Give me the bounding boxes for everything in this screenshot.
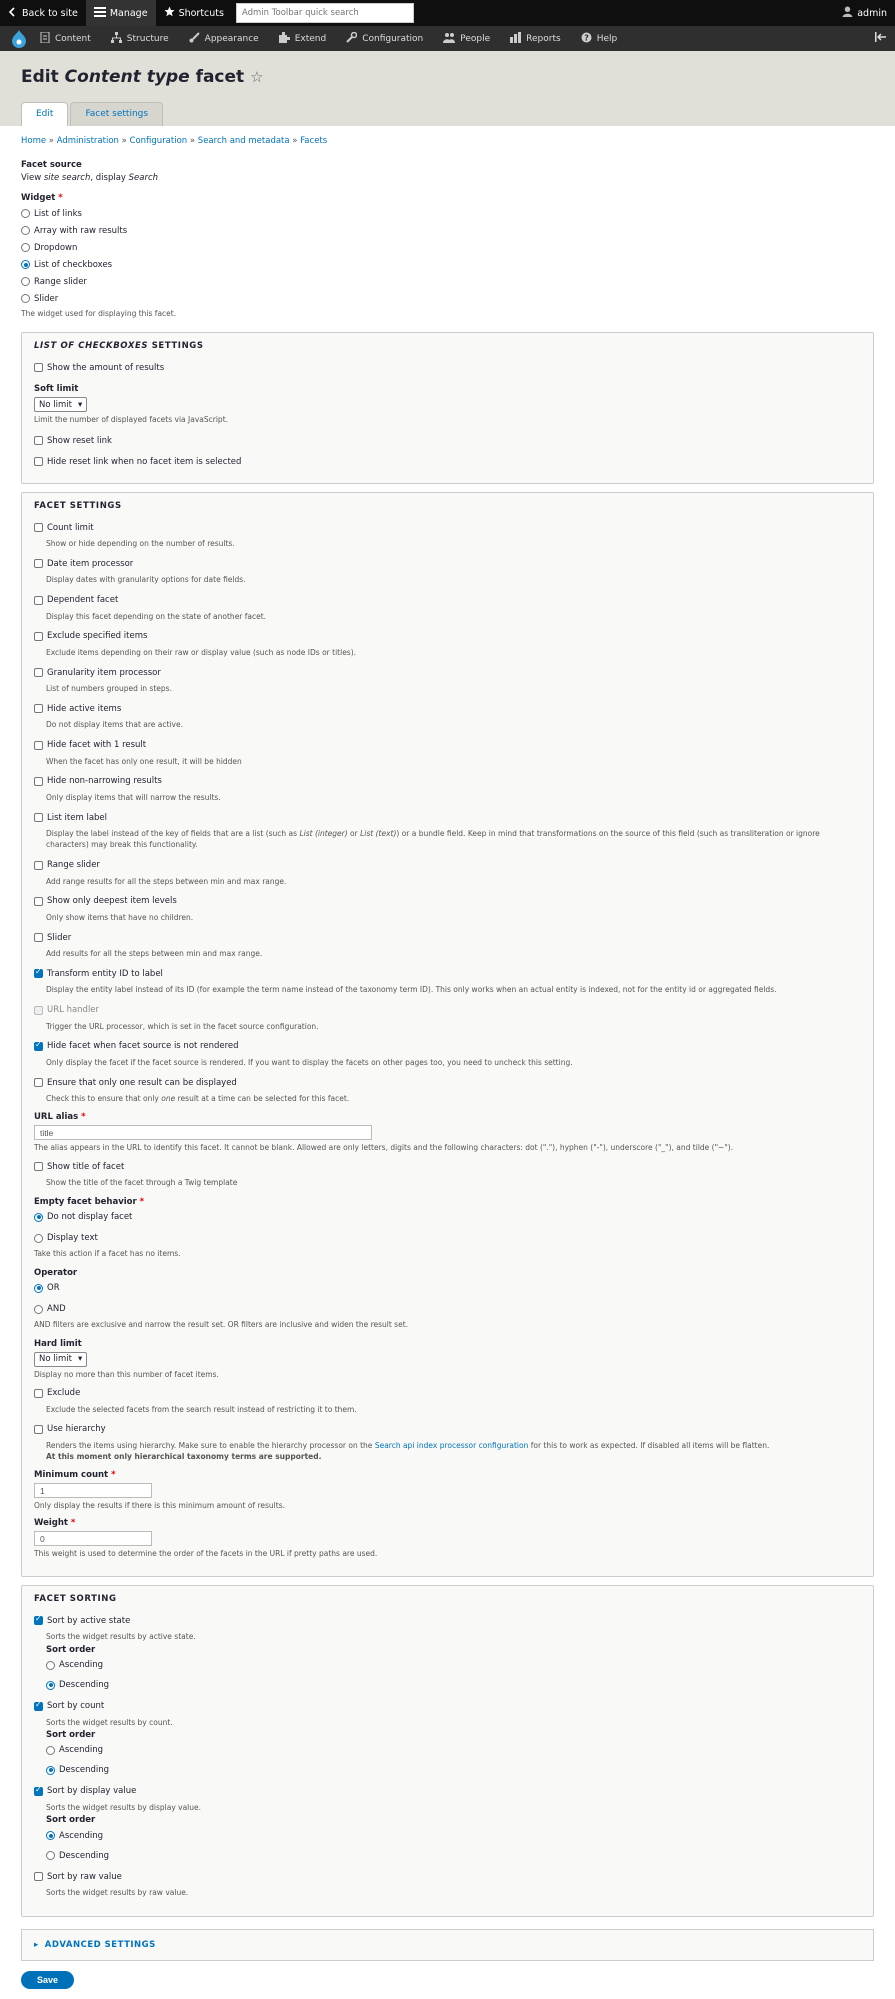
triangle-right-icon: ▸ [34,1940,39,1951]
widget-option-range-slider[interactable]: Range slider [21,275,874,288]
tab-facet-settings[interactable]: Facet settings [70,102,163,126]
soft-limit-description: Limit the number of displayed facets via JavaScript. [34,415,229,424]
processor-url-handler [34,1004,861,1032]
exclude-description: Exclude the selected facets from the search result instead of restricting it to them. [46,1404,357,1414]
sort-order-label: Sort order [46,1729,96,1740]
widget-option-list-of-checkboxes[interactable]: List of checkboxes [21,258,874,271]
sort-order-descending[interactable]: Descending [46,1764,861,1777]
processor-hide-active-items [34,702,861,730]
tab-edit[interactable]: Edit [21,102,68,126]
facet-sorting-title: FACET SORTING [34,1594,117,1605]
collapse-tray-icon[interactable] [875,32,895,45]
processor-date-item-processor [34,557,861,585]
show-title-setting [34,1160,861,1188]
sort-order-label: Sort order [46,1644,96,1655]
hide-facet-when-facet-source-is-not-rendered-checkbox[interactable]: ✓ Hide facet when facet source is not rendered [34,1040,861,1053]
range-slider-checkbox[interactable]: Range slider [34,859,861,872]
page-title: Edit Content type facet ☆ [21,67,264,87]
soft-limit-label: Soft limit [34,384,79,394]
hide-facet-with-1-result-description: When the facet has only one result, it will be hidden [46,756,242,766]
main-content [0,126,895,1999]
empty-behavior-description: Take this action if a facet has no items. [34,1248,181,1258]
weight-label: Weight * [34,1518,76,1529]
menu-icon [94,7,106,20]
arrow-left-icon [8,7,18,20]
puzzle-icon [279,32,290,46]
breadcrumb-facets[interactable]: Facets [300,136,328,146]
shortcut-star-icon[interactable]: ☆ [250,68,264,86]
processor-range-slider [34,859,861,887]
show-only-deepest-item-levels-description: Only show items that have no children. [46,912,194,922]
processor-config-link[interactable]: Search api index processor configuration [374,1440,529,1450]
widget-option-slider[interactable]: Slider [21,292,874,305]
weight-input[interactable] [34,1531,152,1546]
sort-order-ascending[interactable]: Ascending [46,1659,861,1672]
drupal-logo-icon[interactable] [8,26,30,51]
hide-non-narrowing-results-description: Only display items that will narrow the results. [46,792,221,802]
date-item-processor-description: Display dates with granularity options for date fields. [46,575,246,585]
soft-limit-select[interactable]: No limit ▾ [34,397,87,412]
chevron-down-icon: ▾ [77,399,83,410]
sort-by-count-description: Sorts the widget results by count. [46,1717,173,1727]
breadcrumb-home[interactable]: Home [21,136,47,146]
admin-toolbar [0,0,895,26]
back-to-site-link[interactable]: Back to site [0,0,86,26]
operator-or[interactable]: OR [34,1282,861,1295]
breadcrumb-administration[interactable]: Administration [56,136,119,146]
facet-settings-fieldset [21,492,874,1577]
min-count-label: Minimum count * [34,1470,116,1481]
user-menu[interactable]: admin [834,0,895,26]
exclude-setting [34,1387,861,1415]
use-hierarchy-checkbox[interactable]: Use hierarchy [34,1423,861,1436]
tray-item-appearance[interactable]: Appearance [179,26,269,51]
ensure-one-description: Check this to ensure that only one result at a time can be selected for this facet. [46,1094,350,1103]
operator-and[interactable]: AND [34,1303,861,1316]
widget-label: Widget * [21,193,63,203]
url-handler-checkbox: URL handler [34,1004,861,1017]
empty-behavior-label: Empty facet behavior * [34,1196,145,1207]
tray-item-help[interactable]: ? Help [571,26,628,51]
exclude-specified-items-description: Exclude items depending on their raw or display value (such as node IDs or titles). [46,647,357,657]
help-icon [581,32,592,46]
bar-chart-icon [510,32,521,46]
count-limit-description: Show or hide depending on the number of results. [46,539,235,548]
primary-tabs [21,102,163,126]
chevron-down-icon: ▾ [77,1354,83,1364]
structure-icon [111,32,122,46]
hide-active-items-checkbox[interactable]: Hide active items [34,702,861,715]
processor-granularity-item-processor [34,666,861,694]
transform-entity-id-to-label-description: Display the entity label instead of its ID (for example the term name instead of the taxonomy term ID). This only works when an actual entity is indexed, not for the entity id or aggregated fields. [46,985,777,995]
svg-text:?: ? [583,33,589,42]
sort-sort-by-count [34,1700,861,1777]
widget-option-array-raw[interactable]: Array with raw results [21,224,874,237]
widget-description: The widget used for displaying this facet. [21,309,177,318]
toolbar-search-input[interactable] [236,3,414,23]
sort-order-ascending[interactable]: Ascending [46,1829,861,1842]
wrench-icon [346,32,357,46]
tray-item-configuration[interactable]: Configuration [336,26,433,51]
sort-by-display-value-description: Sorts the widget results by display value. [46,1802,202,1812]
hide-facet-with-1-result-checkbox[interactable]: Hide facet with 1 result [34,739,861,752]
facet-source-value: View site search, display Search [21,173,159,183]
processor-hide-facet-when-facet-source-is-not-rendered [34,1040,861,1068]
min-count-input[interactable] [34,1483,152,1498]
facet-settings-title: FACET SETTINGS [34,501,122,511]
transform-entity-id-to-label-checkbox[interactable]: ✓ Transform entity ID to label [34,967,861,980]
hide-reset-checkbox[interactable]: Hide reset link when no facet item is selected [34,455,861,468]
granularity-item-processor-description: List of numbers grouped in steps. [46,684,172,693]
processor-hide-facet-with-1-result [34,739,861,767]
sort-raw-value-setting [34,1870,861,1898]
page-header [0,51,895,126]
sort-order-ascending[interactable]: Ascending [46,1744,861,1757]
sort-sort-by-display-value [34,1785,861,1862]
processor-transform-entity-id-to-label [34,967,861,995]
content-icon [40,32,50,46]
hide-facet-when-facet-source-is-not-rendered-description: Only display the facet if the facet source is rendered. If you want to display the facets on other pages too, you need to uncheck this setting. [46,1057,573,1067]
empty-behavior-display-text[interactable]: Display text [34,1232,861,1245]
widget-options [21,207,874,305]
show-amount-checkbox[interactable]: Show the amount of results [34,361,861,374]
slider-description: Add results for all the steps between min and max range. [46,949,263,958]
hard-limit-description: Display no more than this number of facet items. [34,1369,219,1379]
sort-by-active-state-checkbox[interactable]: ✓ Sort by active state [34,1614,861,1627]
processor-hide-non-narrowing-results [34,775,861,803]
processor-dependent-facet [34,594,861,622]
shortcuts-tab[interactable]: Shortcuts [156,0,232,26]
star-icon [164,6,175,20]
exclude-specified-items-checkbox[interactable]: Exclude specified items [34,630,861,643]
sort-raw-value-checkbox[interactable]: Sort by raw value [34,1870,861,1883]
show-only-deepest-item-levels-checkbox[interactable]: Show only deepest item levels [34,895,861,908]
sort-sort-by-active-state [34,1614,861,1691]
tray-item-content[interactable]: Content [30,26,101,51]
sort-by-display-value-checkbox[interactable]: ✓ Sort by display value [34,1785,861,1798]
sort-order-descending[interactable]: Descending [46,1679,861,1692]
advanced-settings-toggle[interactable]: ▸ ADVANCED SETTINGS [21,1929,874,1961]
hierarchy-description: Renders the items using hierarchy. Make sure to enable the hierarchy processor on the Search api index processor configuration for this to work as expected. If disabled all items will be flatten. At this moment only hierarchical taxonomy terms are supported. [46,1440,770,1461]
hide-non-narrowing-results-checkbox[interactable]: Hide non-narrowing results [34,775,861,788]
widget-option-list-of-links[interactable]: List of links [21,207,874,220]
save-button[interactable]: Save [21,1971,74,1989]
checkbox-settings-title: LIST OF CHECKBOXES SETTINGS [34,341,204,351]
slider-checkbox[interactable]: Slider [34,931,861,944]
ensure-one-checkbox[interactable]: Ensure that only one result can be displayed [34,1076,861,1089]
tray-item-reports[interactable]: Reports [500,26,571,51]
list-item-label-description: Display the label instead of the key of fields that are a list (such as List (integer) or List (text)) or a bundle field. Keep in mind that transformations on the source of this field (such as transliteration or ignore characters) may break this functionality. [46,829,820,850]
hierarchy-setting [34,1423,861,1463]
processor-count-limit [34,521,861,549]
weight-description: This weight is used to determine the order of the facets in the URL if pretty paths are used. [34,1549,378,1559]
exclude-checkbox[interactable]: Exclude [34,1387,861,1400]
sort-by-active-state-description: Sorts the widget results by active state. [46,1632,196,1642]
sort-order-descending[interactable]: Descending [46,1849,861,1862]
brush-icon [189,32,200,46]
facet-sorting-fieldset [21,1585,874,1917]
sort-by-count-checkbox[interactable]: ✓ Sort by count [34,1700,861,1713]
show-reset-checkbox[interactable]: Show reset link [34,434,861,447]
empty-behavior-do-not-display[interactable]: Do not display facet [34,1211,861,1224]
processor-show-only-deepest-item-levels [34,895,861,923]
sort-raw-value-description: Sorts the widget results by raw value. [46,1888,189,1897]
hard-limit-select[interactable]: No limit ▾ [34,1352,87,1367]
operator-label: Operator [34,1267,78,1278]
manage-tab[interactable]: Manage [86,0,156,26]
show-title-description: Show the title of the facet through a Twig template [46,1178,238,1188]
processor-exclude-specified-items [34,630,861,658]
count-limit-checkbox[interactable]: Count limit [34,521,861,534]
breadcrumb: Home » Administration » Configuration » Search and metadata » Facets [21,136,328,146]
list-item-label-checkbox[interactable]: List item label [34,811,861,824]
user-icon [842,6,853,20]
min-count-description: Only display the results if there is this minimum amount of results. [34,1501,285,1511]
url-alias-description: The alias appears in the URL to identify this facet. It cannot be blank. Allowed are only letters, digits and the following characters: dot ("."), hyphen ("-"), underscore ("_"), and tilde ("~"). [34,1143,734,1153]
admin-tray [0,26,895,51]
range-slider-description: Add range results for all the steps between min and max range. [46,876,287,886]
widget-option-dropdown[interactable]: Dropdown [21,241,874,254]
hide-active-items-description: Do not display items that are active. [46,720,183,730]
breadcrumb-configuration[interactable]: Configuration [129,136,188,146]
url-alias-label: URL alias * [34,1112,86,1123]
breadcrumb-search-metadata[interactable]: Search and metadata [197,136,290,146]
dependent-facet-description: Display this facet depending on the state of another facet. [46,611,267,621]
processor-ensure-one [34,1076,861,1104]
sort-order-label: Sort order [46,1815,96,1825]
operator-description: AND filters are exclusive and narrow the result set. OR filters are inclusive and widen the result set. [34,1319,409,1329]
processor-list-item-label [34,811,861,851]
url-handler-description: Trigger the URL processor, which is set in the facet source configuration. [46,1021,319,1031]
tray-item-people[interactable]: People [433,26,500,51]
date-item-processor-checkbox[interactable]: Date item processor [34,557,861,570]
dependent-facet-checkbox[interactable]: Dependent facet [34,594,861,607]
processor-slider [34,931,861,959]
people-icon [443,32,455,46]
show-title-checkbox[interactable]: Show title of facet [34,1160,861,1173]
checkbox-settings-fieldset [21,332,874,484]
url-alias-input[interactable] [34,1125,372,1140]
hard-limit-label: Hard limit [34,1338,82,1349]
tray-item-extend[interactable]: Extend [269,26,337,51]
facet-source-label: Facet source [21,160,82,170]
granularity-item-processor-checkbox[interactable]: Granularity item processor [34,666,861,679]
tray-item-structure[interactable]: Structure [101,26,179,51]
